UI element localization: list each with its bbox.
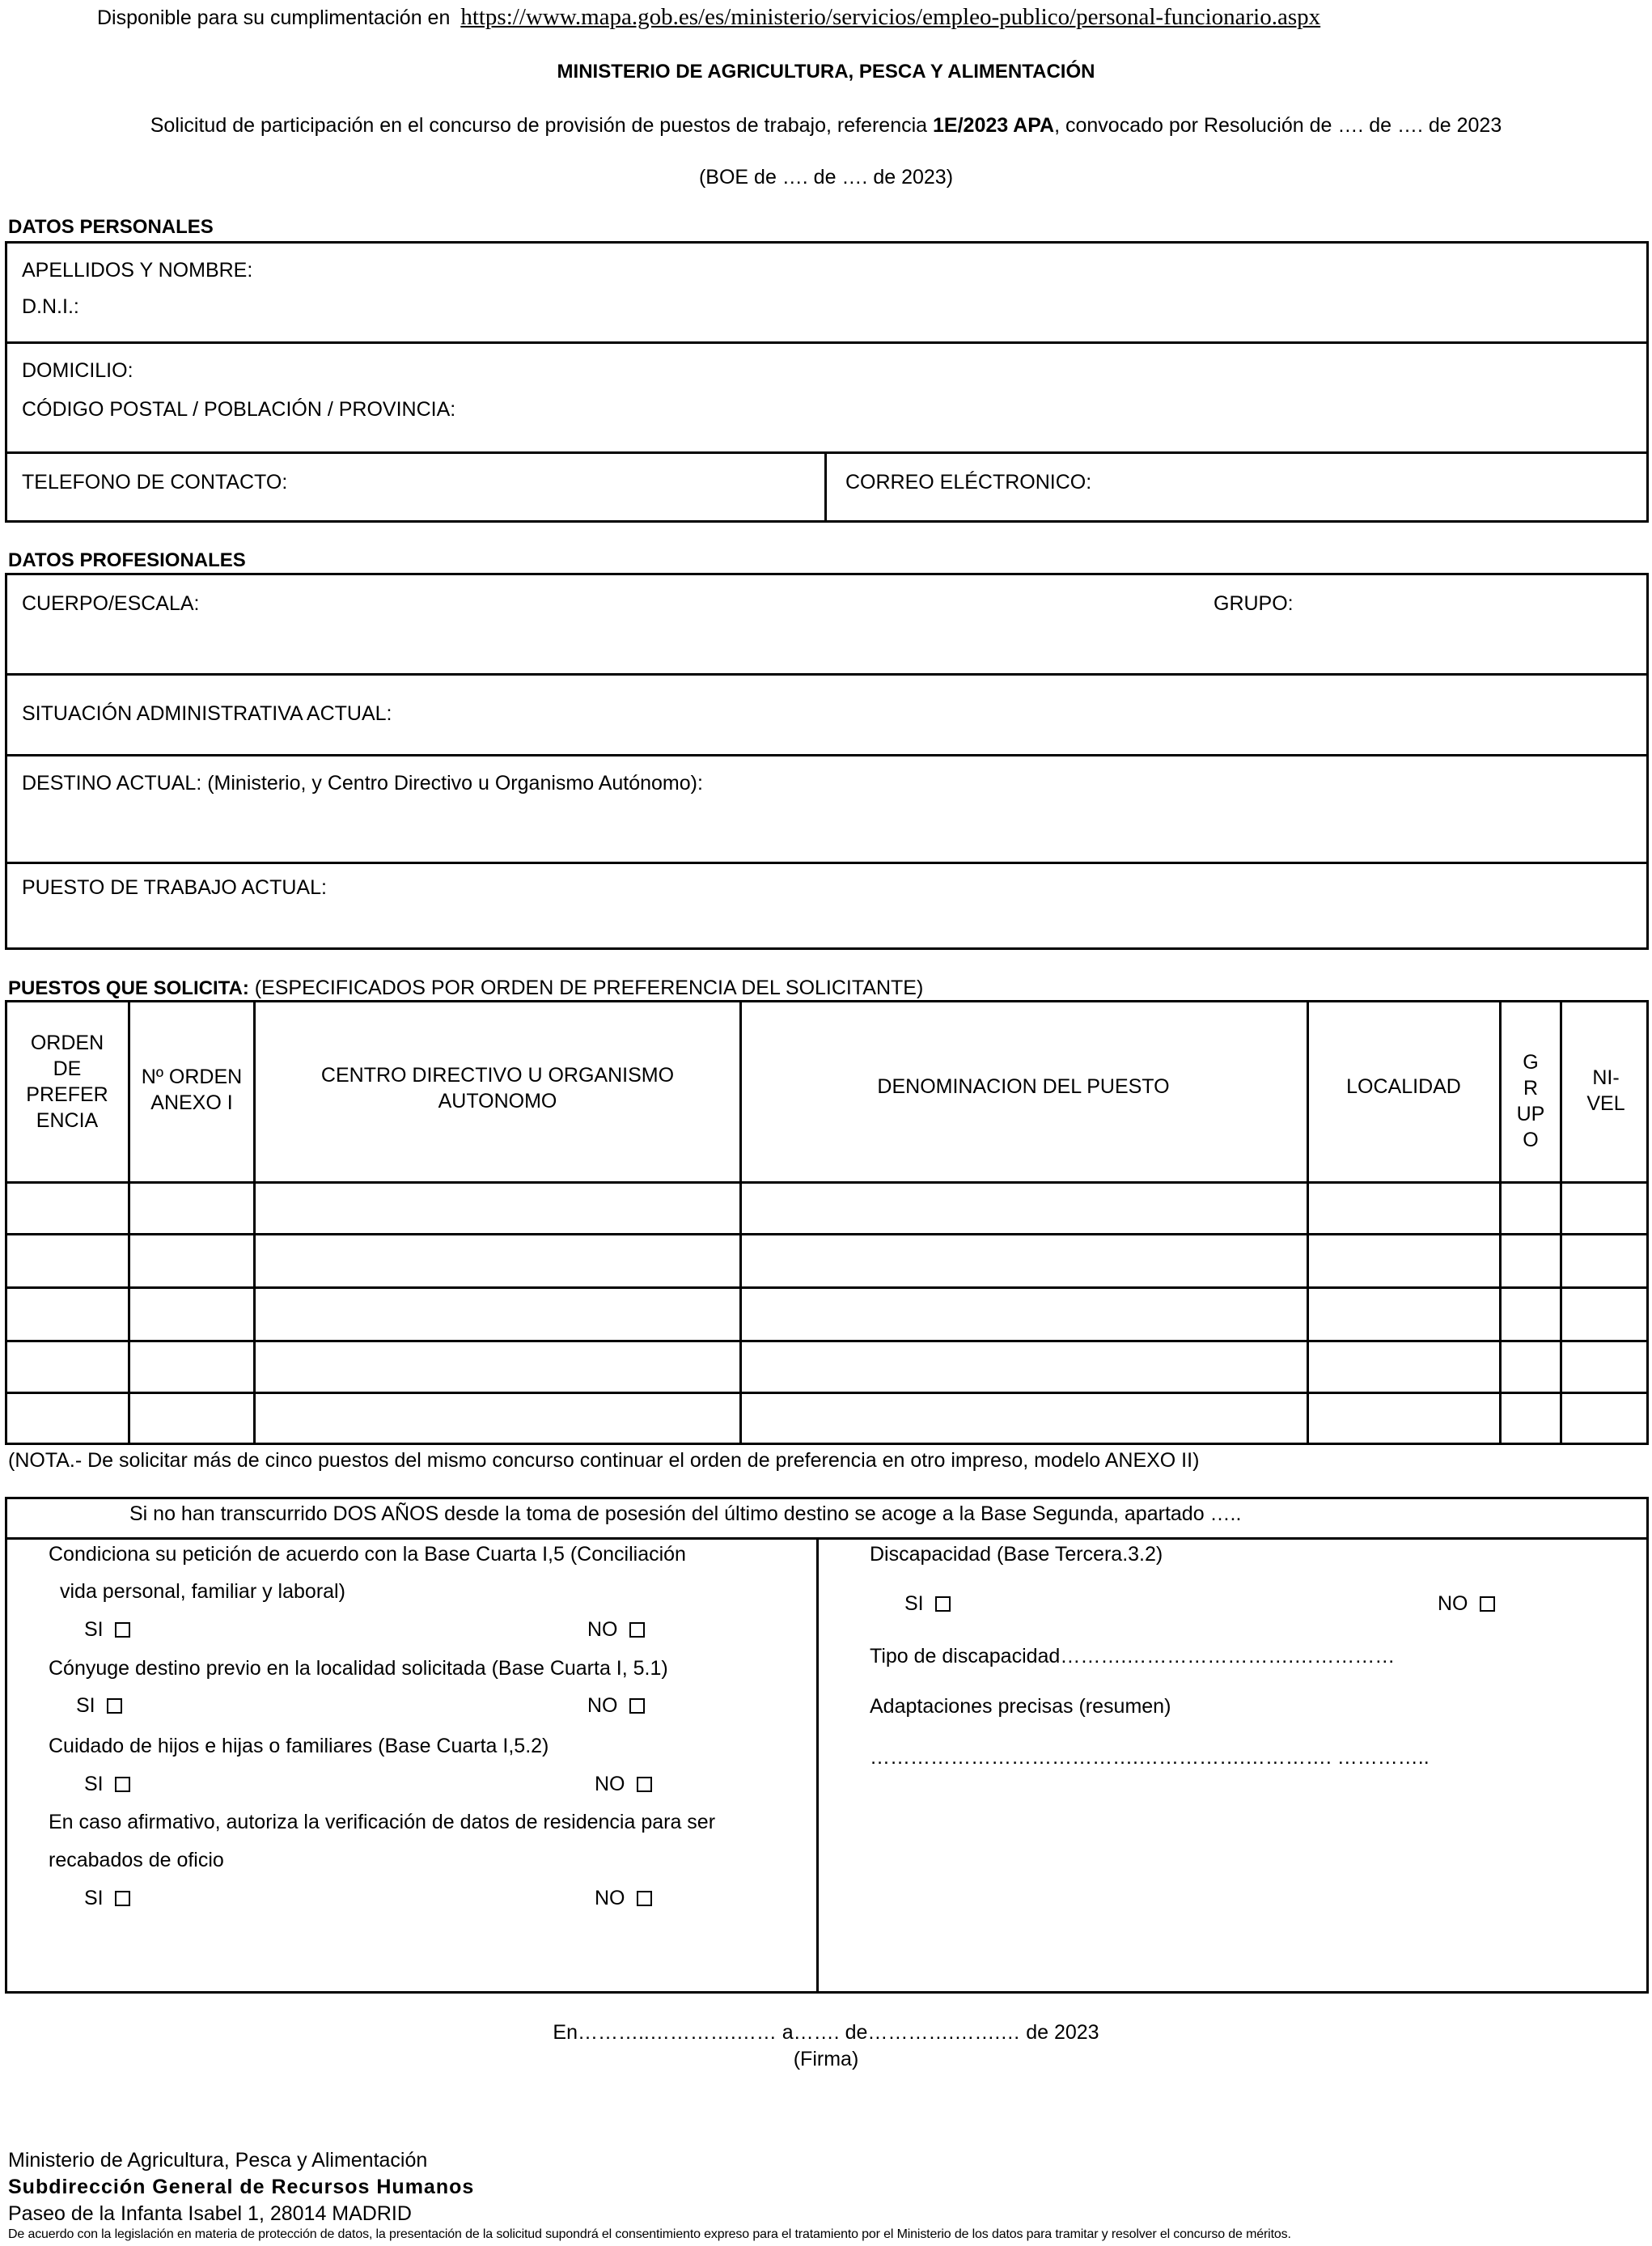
header-level: NI- VEL <box>1586 1066 1625 1115</box>
verify-text-2: recabados de oficio <box>49 1849 224 1871</box>
conciliation-yes <box>84 1617 130 1642</box>
care-no <box>595 1772 652 1796</box>
divider <box>5 451 1649 454</box>
request-text: Solicitud de participación en el concurso de provisión de puestos de trabajo, referencia <box>150 114 928 137</box>
row-divider <box>5 1233 1649 1235</box>
conciliation-text-2: vida personal, familiar y laboral) <box>60 1580 345 1603</box>
row-divider <box>5 1181 1649 1184</box>
verify-yes <box>84 1886 130 1910</box>
header-denomination: DENOMINACION DEL PUESTO <box>877 1074 1170 1098</box>
reference-code: 1E/2023 APA <box>933 114 1055 137</box>
spouse-yes-checkbox[interactable] <box>107 1698 122 1714</box>
conciliation-yes-checkbox[interactable] <box>115 1622 130 1638</box>
row-divider <box>5 1340 1649 1342</box>
row-divider <box>5 1286 1649 1289</box>
divider <box>5 673 1649 676</box>
spouse-text: Cónyuge destino previo en la localidad solicitada (Base Cuarta I, 5.1) <box>49 1657 668 1680</box>
yes-label: SI <box>904 1592 924 1615</box>
resolution-text: , convocado por Resolución de …. de …. de 2023 <box>1054 114 1502 137</box>
row-divider <box>5 1392 1649 1394</box>
disability-yes-checkbox[interactable] <box>935 1596 951 1612</box>
positions-title-rest: (ESPECIFICADOS POR ORDEN DE PREFERENCIA DEL SOLICITANTE) <box>248 977 924 999</box>
divider <box>824 451 827 523</box>
disability-no-checkbox[interactable] <box>1480 1596 1495 1612</box>
yes-label: SI <box>84 1618 104 1641</box>
spouse-no <box>587 1693 645 1718</box>
verify-yes-checkbox[interactable] <box>115 1891 130 1906</box>
availability-prefix: Disponible para su cumplimentación en <box>97 6 451 29</box>
conciliation-no <box>587 1617 645 1642</box>
disability-text: Discapacidad (Base Tercera.3.2) <box>870 1543 1163 1566</box>
footer-address: Paseo de la Infanta Isabel 1, 28014 MADRID <box>8 2202 412 2225</box>
place-date-line: En………..………….…… a……. de………….…….… de 2023 <box>553 2021 1099 2044</box>
positions-note: (NOTA.- De solicitar más de cinco puestos del mismo concurso continuar el orden de preferencia en otro impreso, modelo ANEXO II) <box>8 1449 1200 1472</box>
spouse-no-checkbox[interactable] <box>629 1698 645 1714</box>
disability-no <box>1438 1591 1495 1616</box>
positions-table <box>5 1000 1649 1445</box>
header-locality: LOCALIDAD <box>1346 1074 1461 1098</box>
adaptations-label: Adaptaciones precisas (resumen) <box>870 1695 1171 1718</box>
boe-line: (BOE de …. de …. de 2023) <box>698 166 954 189</box>
verify-text: En caso afirmativo, autoriza la verificación de datos de residencia para ser <box>49 1811 716 1833</box>
ministry-title: MINISTERIO DE AGRICULTURA, PESCA Y ALIMENTACIÓN <box>557 61 1095 83</box>
header-annex: Nº ORDEN ANEXO I <box>141 1066 243 1114</box>
care-yes <box>84 1772 130 1796</box>
care-yes-checkbox[interactable] <box>115 1777 130 1792</box>
no-label: NO <box>595 1887 625 1909</box>
divider <box>5 341 1649 344</box>
column-divider <box>1560 1000 1562 1445</box>
postal-label: CÓDIGO POSTAL / POBLACIÓN / PROVINCIA: <box>22 398 456 421</box>
conciliation-text: Condiciona su petición de acuerdo con la Base Cuarta I,5 (Conciliación <box>49 1543 686 1566</box>
body-scale-label: CUERPO/ESCALA: <box>22 592 200 615</box>
positions-title-bold: PUESTOS QUE SOLICITA: <box>8 977 249 999</box>
header-group: G R UP O <box>1516 1051 1545 1151</box>
yes-label: SI <box>76 1694 95 1717</box>
address-label: DOMICILIO: <box>22 359 133 382</box>
footer-ministry: Ministerio de Agricultura, Pesca y Alimentación <box>8 2149 428 2172</box>
current-post-label: PUESTO DE TRABAJO ACTUAL: <box>22 876 327 899</box>
footer-legal-notice: De acuerdo con la legislación en materia de protección de datos, la presentación de la solicitud supondrá el consentimiento expreso para el tratamiento por el Ministerio de los datos para tramitar y resolver el concurso de méritos. <box>8 2227 1291 2241</box>
header-order: ORDEN DE PREFER ENCIA <box>26 1032 108 1132</box>
no-label: NO <box>595 1773 625 1795</box>
dni-label: D.N.I.: <box>22 295 79 318</box>
divider <box>5 754 1649 756</box>
yes-label: SI <box>84 1887 104 1909</box>
phone-label: TELEFONO DE CONTACTO: <box>22 471 288 494</box>
footer-subdirectorate: Subdirección General de Recursos Humanos <box>8 2176 475 2198</box>
request-line <box>0 113 1652 138</box>
disability-type: Tipo de discapacidad……….…………………….…………… <box>870 1645 1396 1668</box>
no-label: NO <box>1438 1592 1468 1615</box>
column-divider <box>739 1000 742 1445</box>
destination-label: DESTINO ACTUAL: (Ministerio, y Centro Directivo u Organismo Autónomo): <box>22 772 703 795</box>
divider <box>5 1537 1649 1540</box>
positions-title <box>8 976 923 1001</box>
conciliation-no-checkbox[interactable] <box>629 1622 645 1638</box>
verify-no <box>595 1886 652 1910</box>
email-label: CORREO ELÉCTRONICO: <box>845 471 1092 494</box>
care-text: Cuidado de hijos e hijas o familiares (Base Cuarta I,5.2) <box>49 1735 549 1757</box>
header-center: CENTRO DIRECTIVO U ORGANISMO AUTONOMO <box>320 1064 675 1112</box>
column-divider <box>1307 1000 1309 1445</box>
verify-no-checkbox[interactable] <box>637 1891 652 1906</box>
no-label: NO <box>587 1694 618 1717</box>
column-divider <box>253 1000 256 1445</box>
care-no-checkbox[interactable] <box>637 1777 652 1792</box>
personal-section-title: DATOS PERSONALES <box>8 216 214 238</box>
disability-yes <box>904 1591 951 1616</box>
signature-label: (Firma) <box>793 2048 859 2070</box>
two-years-text: Si no han transcurrido DOS AÑOS desde la toma de posesión del último destino se acoge a la Base Segunda, apartado ….. <box>129 1502 1242 1525</box>
divider <box>5 862 1649 864</box>
form-url-link[interactable]: https://www.mapa.gob.es/es/ministerio/servicios/empleo-publico/personal-funcionario.aspx <box>460 4 1321 30</box>
column-divider <box>128 1000 130 1445</box>
no-label: NO <box>587 1618 618 1641</box>
column-divider <box>1499 1000 1502 1445</box>
adaptations-dots: ………………………………….…………….…………. ………….. <box>870 1746 1430 1769</box>
divider <box>816 1537 819 1994</box>
availability-line <box>97 5 1320 30</box>
name-label: APELLIDOS Y NOMBRE: <box>22 259 253 282</box>
professional-section-title: DATOS PROFESIONALES <box>8 549 246 571</box>
spouse-yes <box>76 1693 122 1718</box>
yes-label: SI <box>84 1773 104 1795</box>
group-label: GRUPO: <box>1214 592 1294 615</box>
situation-label: SITUACIÓN ADMINISTRATIVA ACTUAL: <box>22 702 392 725</box>
